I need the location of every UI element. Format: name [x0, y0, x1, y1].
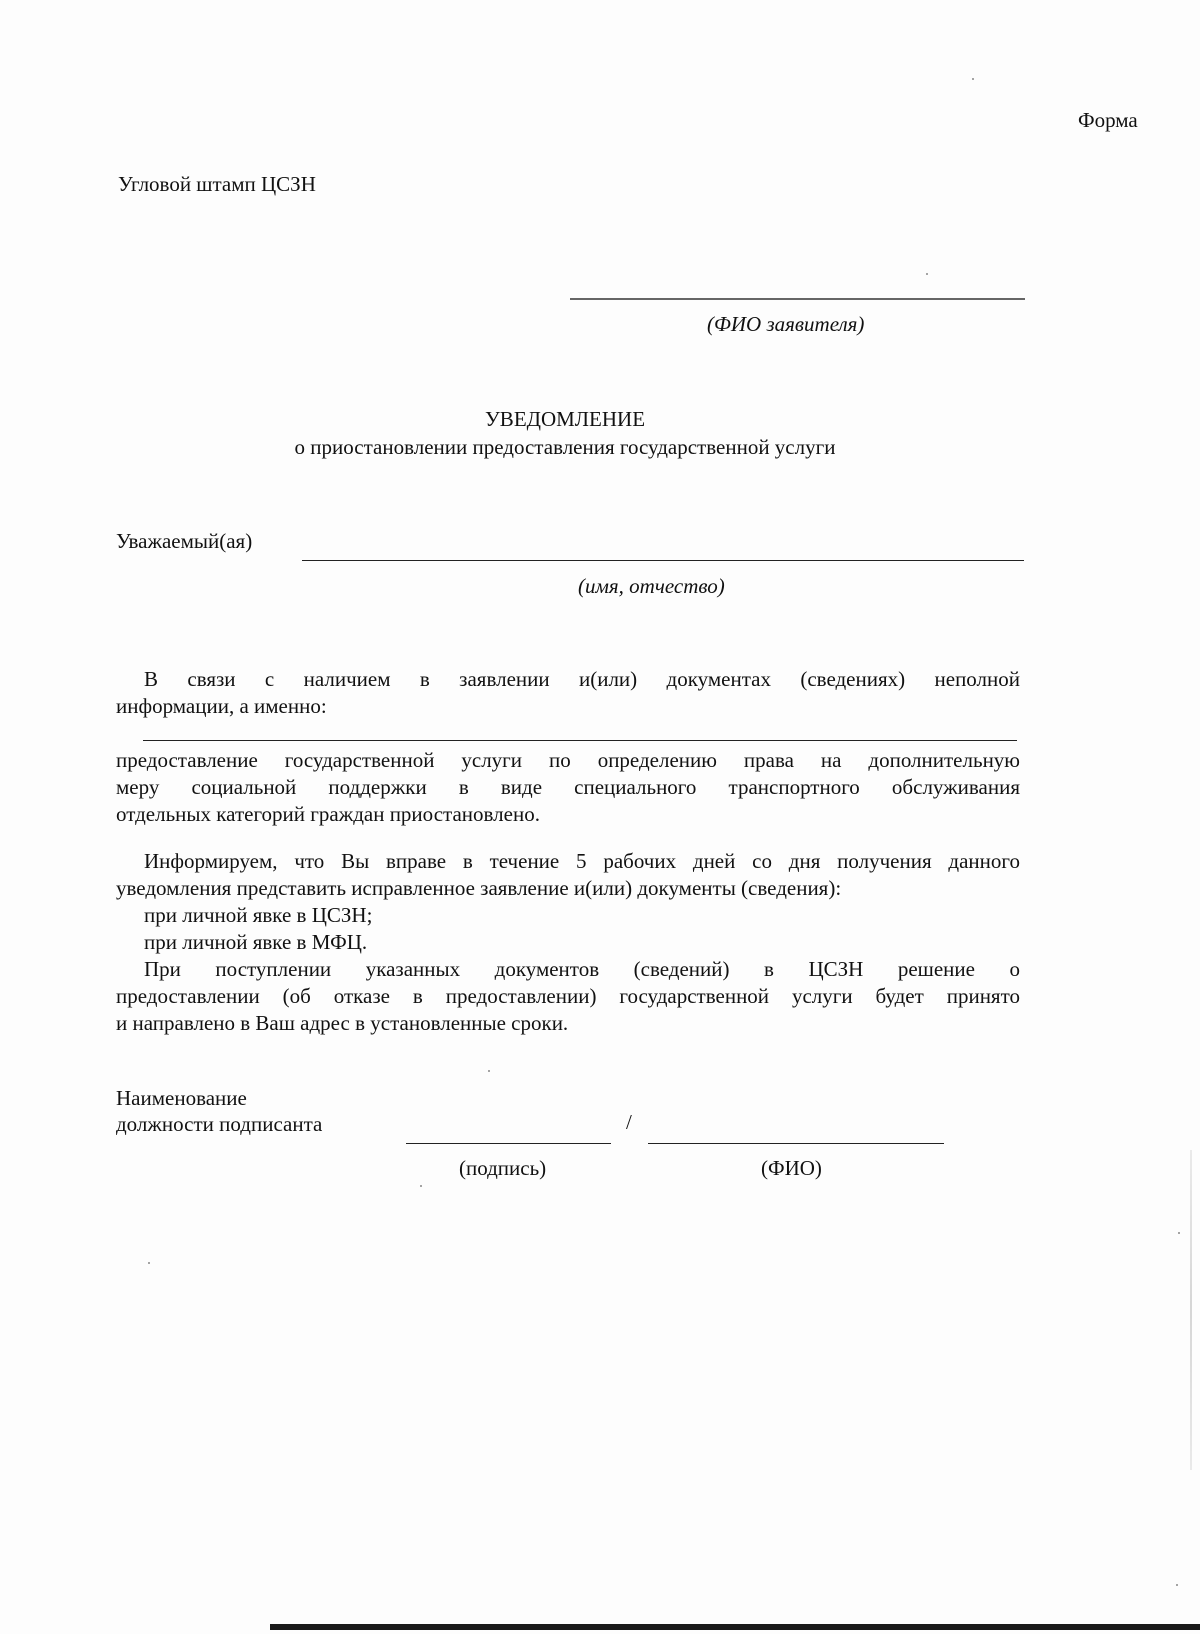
- paragraph-line: и направлено в Ваш адрес в установленные сроки.: [116, 1011, 569, 1035]
- scan-speck: [488, 1070, 490, 1072]
- document-title: УВЕДОМЛЕНИЕ: [484, 407, 646, 431]
- scan-speck: [148, 1262, 150, 1264]
- greeting-label: Уважаемый(ая): [116, 529, 253, 553]
- paragraph-line: информации, а именно:: [116, 694, 327, 718]
- missing-info-line: [143, 740, 1017, 741]
- scan-bottom-edge: [270, 1624, 1200, 1630]
- paragraph-line: Информируем, что Вы вправе в течение 5 рабочих дней со дня получения данного: [144, 849, 1020, 873]
- paragraph-line: предоставление государственной услуги по определению права на дополнительную: [116, 748, 1020, 772]
- paragraph-decision: [116, 956, 1020, 1037]
- paragraph-suspension: [116, 747, 1020, 828]
- paragraph-line: уведомления представить исправленное заявление и(или) документы (сведения):: [116, 876, 842, 900]
- signer-position-label: должности подписанта: [116, 1112, 323, 1136]
- paragraph-line: отдельных категорий граждан приостановлено.: [116, 802, 540, 826]
- applicant-caption: (ФИО заявителя): [707, 312, 865, 336]
- list-item: при личной явке в МФЦ.: [144, 930, 368, 954]
- form-label: Форма: [1078, 108, 1138, 132]
- scan-speck: [420, 1185, 422, 1187]
- document-subtitle: о приостановлении предоставления государственной услуги: [294, 435, 836, 459]
- signer-name-line: [648, 1143, 944, 1144]
- signer-position-label: Наименование: [116, 1086, 247, 1110]
- paragraph-line: При поступлении указанных документов (сведений) в ЦСЗН решение о: [144, 957, 1020, 981]
- greeting-name-line: [302, 560, 1024, 561]
- paragraph-line: предоставлении (об отказе в предоставлении) государственной услуги будет принято: [116, 984, 1020, 1008]
- paragraph-line: меру социальной поддержки в виде специального транспортного обслуживания: [116, 775, 1020, 799]
- scan-speck: [926, 273, 928, 275]
- paragraph-line: В связи с наличием в заявлении и(или) документах (сведениях) неполной: [144, 667, 1020, 691]
- scan-speck: [1178, 1232, 1180, 1234]
- scan-speck: [972, 78, 974, 80]
- greeting-caption: (имя, отчество): [578, 574, 725, 598]
- signature-line: [406, 1143, 611, 1144]
- scan-edge-shadow: [1190, 1150, 1192, 1470]
- stamp-label: Угловой штамп ЦСЗН: [118, 172, 316, 196]
- list-item: при личной явке в ЦСЗН;: [144, 903, 373, 927]
- applicant-name-line: [570, 298, 1025, 300]
- paragraph-incomplete-info: [116, 666, 1020, 720]
- signature-separator: /: [626, 1110, 632, 1134]
- paragraph-information: [116, 848, 1020, 956]
- signer-name-caption: (ФИО): [761, 1156, 822, 1180]
- scan-speck: [1176, 1584, 1178, 1586]
- signature-caption: (подпись): [459, 1156, 547, 1180]
